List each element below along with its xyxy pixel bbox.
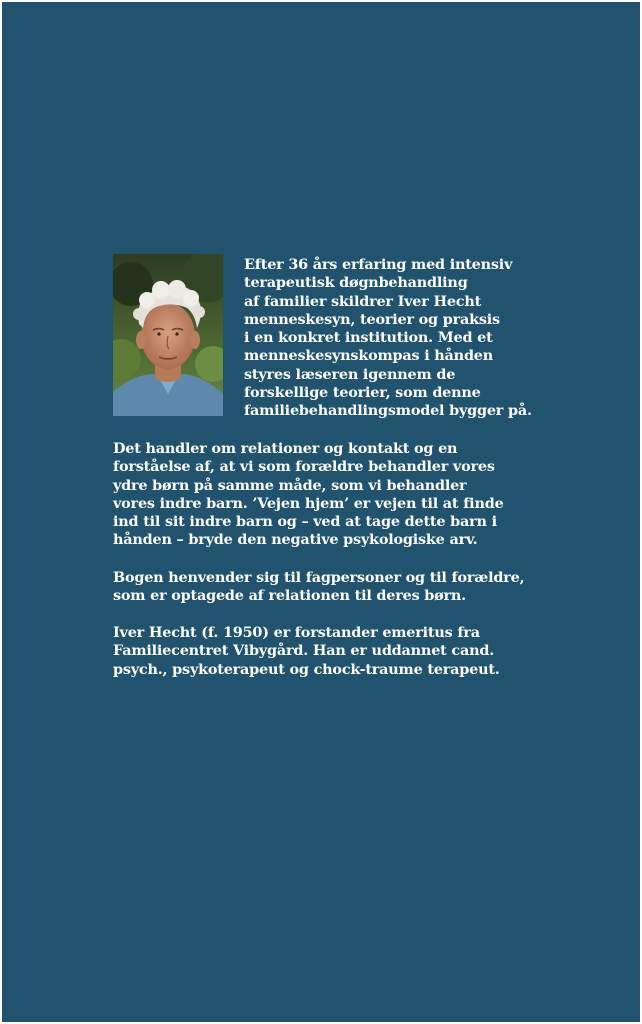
paragraph-line: ind til sit indre barn og – ved at tage dette barn i xyxy=(113,513,497,531)
paragraph-line: forståelse af, at vi som forældre behandler vores xyxy=(113,458,495,476)
paragraph-line: psych., psykoterapeut og chock-traume terapeut. xyxy=(113,660,500,678)
paragraph-author-bio xyxy=(113,624,553,679)
intro-line: styres læseren igennem de xyxy=(244,365,456,383)
paragraph-line: hånden – bryde den negative psykologiske arv. xyxy=(113,531,478,549)
paragraph-line: vores indre barn. ’Vejen hjem’ er vejen til at finde xyxy=(113,494,504,512)
paragraph-line: Det handler om relationer og kontakt og en xyxy=(113,440,458,457)
paragraph-line: som er optagede af relationen til deres børn. xyxy=(113,587,466,605)
intro-line: i en konkret institution. Med et xyxy=(244,329,493,347)
intro-line: Efter 36 års erfaring med intensiv xyxy=(244,256,513,273)
intro-line: terapeutisk døgnbehandling xyxy=(244,274,468,292)
intro-line: af familier skildrer Iver Hecht xyxy=(244,292,482,310)
intro-line: menneskesynskompas i hånden xyxy=(244,347,494,365)
paragraph-relations xyxy=(113,440,553,550)
intro-line: familiebehandlingsmodel bygger på. xyxy=(244,402,532,420)
intro-line: forskellige teorier, som denne xyxy=(244,384,481,402)
author-photo xyxy=(113,254,223,416)
intro-line: menneskesyn, teorier og praksis xyxy=(244,310,500,328)
back-cover xyxy=(2,2,640,1022)
paragraph-line: Bogen henvender sig til fagpersoner og til forældre, xyxy=(113,569,525,586)
paragraph-line: Familiecentret Vibygård. Han er uddannet cand. xyxy=(113,642,495,660)
paragraph-line: Iver Hecht (f. 1950) er forstander emeritus fra xyxy=(113,624,480,641)
paragraph-audience xyxy=(113,569,553,606)
paragraph-line: ydre børn på samme måde, som vi behandler xyxy=(113,476,467,494)
intro-text xyxy=(244,256,544,421)
